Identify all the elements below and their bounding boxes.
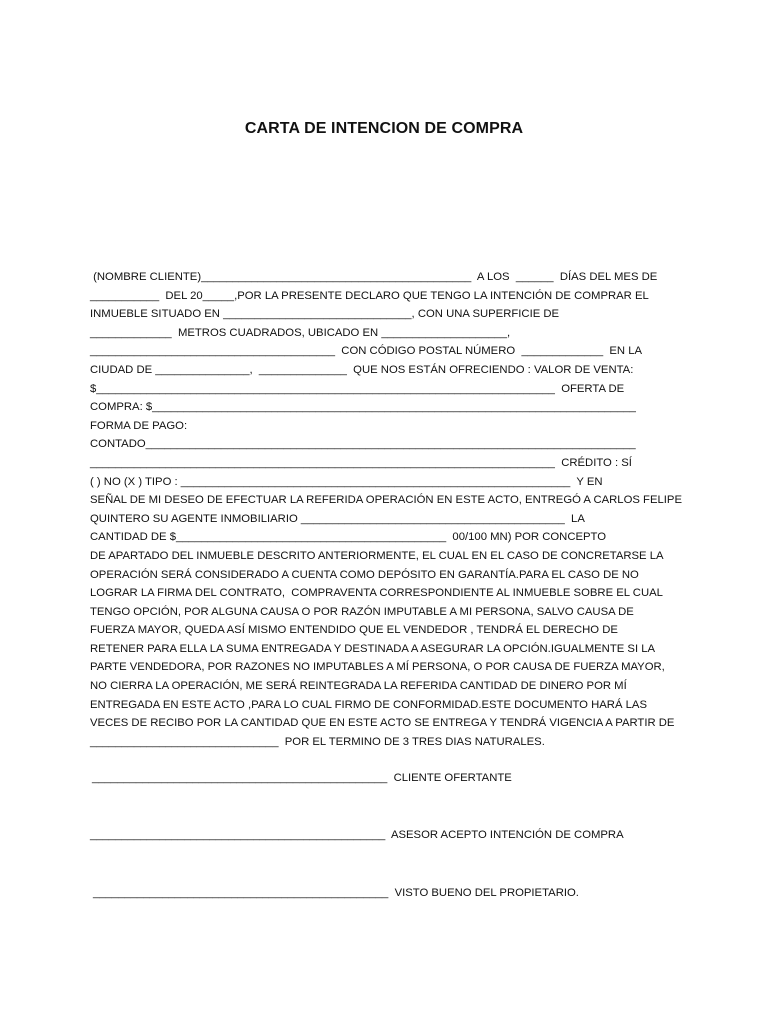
body-line: RETENER PARA ELLA LA SUMA ENTREGADA Y DESTINADA A ASEGURAR LA OPCIÓN.IGUALMENTE SI LA [90,642,656,655]
body-line: OPERACIÓN SERÁ CONSIDERADO A CUENTA COMO DEPÓSITO EN GARANTÍA.PARA EL CASO DE NO [90,568,639,581]
body-line: $_________________________________________________________________________ OFERTA DE [90,382,625,395]
document-title: CARTA DE INTENCION DE COMPRA [244,120,524,137]
body-line: LOGRAR LA FIRMA DEL CONTRATO, COMPRAVENTA CORRESPONDIENTE AL INMUEBLE SOBRE EL CUAL [90,587,663,600]
body-line: CIUDAD DE _______________, ______________ QUE NOS ESTÁN OFRECIENDO : VALOR DE VENTA: [90,363,634,376]
body-line: DE APARTADO DEL INMUEBLE DESCRITO ANTERIORMENTE, EL CUAL EN EL CASO DE CONCRETARSE LA [90,549,664,562]
body-line: PARTE VENDEDORA, POR RAZONES NO IMPUTABLES A MÍ PERSONA, O POR CAUSA DE FUERZA MAYOR, [90,661,665,674]
body-line: ENTREGADA EN ESTE ACTO ,PARA LO CUAL FIRMO DE CONFORMIDAD.ESTE DOCUMENTO HARÁ LAS [90,698,647,711]
body-line: TENGO OPCIÓN, POR ALGUNA CAUSA O POR RAZÓN IMPUTABLE A MI PERSONA, SALVO CAUSA DE [90,605,634,618]
signature-line-owner: _______________________________________________ VISTO BUENO DEL PROPIETARIO. [93,887,579,899]
body-line: NO CIERRA LA OPERACIÓN, ME SERÁ REINTEGRADA LA REFERIDA CANTIDAD DE DINERO POR MÍ [90,680,627,693]
body-line: __________________________________________________________________________ CRÉDITO : SÍ [90,456,632,469]
document-body [90,268,690,751]
body-line: FORMA DE PAGO: [90,419,188,432]
body-line: SEÑAL DE MI DESEO DE EFECTUAR LA REFERIDA OPERACIÓN EN ESTE ACTO, ENTREGÓ A CARLOS FELIPE [90,494,682,507]
body-line: ___________ DEL 20_____,POR LA PRESENTE DECLARO QUE TENGO LA INTENCIÓN DE COMPRAR EL [90,289,649,302]
body-line: ( ) NO (X ) TIPO : ______________________________________________________________ Y EN [90,475,603,488]
body-line: VECES DE RECIBO POR LA CANTIDAD QUE EN ESTE ACTO SE ENTREGA Y TENDRÁ VIGENCIA A PARTIR DE [90,717,675,730]
body-line: CONTADO______________________________________________________________________________ [90,438,636,451]
body-line: (NOMBRE CLIENTE)___________________________________________ A LOS ______ DÍAS DEL MES DE [90,271,658,283]
body-line: _______________________________________ CON CÓDIGO POSTAL NÚMERO _____________ EN LA [90,345,643,358]
body-line: FUERZA MAYOR, QUEDA ASÍ MISMO ENTENDIDO QUE EL VENDEDOR , TENDRÁ EL DERECHO DE [90,624,618,637]
body-line: _____________ METROS CUADRADOS, UBICADO EN ____________________, [90,326,511,339]
body-line: ______________________________ POR EL TERMINO DE 3 TRES DIAS NATURALES. [90,735,545,748]
body-line: INMUEBLE SITUADO EN ______________________________, CON UNA SUPERFICIE DE [90,308,560,321]
body-line: QUINTERO SU AGENTE INMOBILIARIO __________________________________________ LA [90,512,585,525]
body-line: COMPRA: $_____________________________________________________________________________ [90,401,636,414]
signature-line-advisor: _______________________________________________ ASESOR ACEPTO INTENCIÓN DE COMPRA [90,829,624,841]
signature-line-client: _______________________________________________ CLIENTE OFERTANTE [92,772,512,784]
body-line: CANTIDAD DE $___________________________________________ 00/100 MN) POR CONCEPTO [90,531,607,544]
